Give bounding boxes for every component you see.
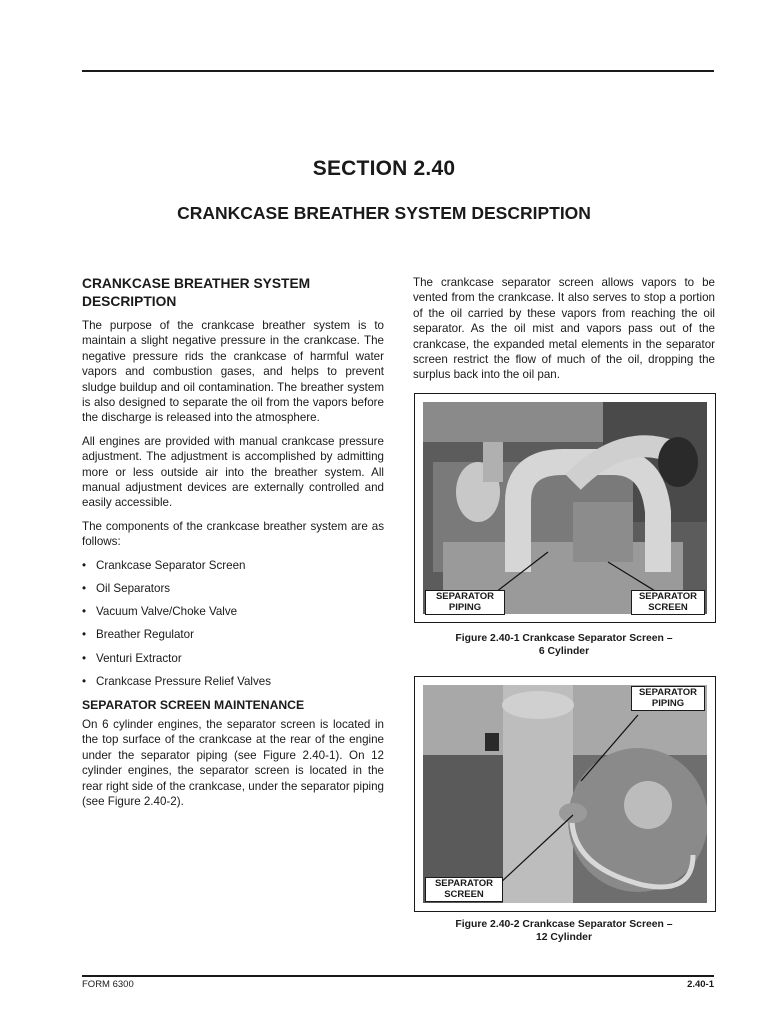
figure-1-caption — [414, 632, 714, 658]
left-heading: CRANKCASE BREATHER SYSTEM DESCRIPTION — [82, 276, 311, 309]
components-list — [82, 558, 384, 689]
maintenance-heading: SEPARATOR SCREEN MAINTENANCE — [82, 697, 305, 712]
figure-1-screen-label: SEPARATOR SCREEN — [631, 590, 705, 615]
figure-2-caption-line-1: Figure 2.40-2 Crankcase Separator Screen – — [455, 919, 673, 930]
list-item: • Breather Regulator — [82, 627, 384, 642]
list-item: • Venturi Extractor — [82, 651, 384, 666]
screen-paragraph: The crankcase separator screen allows vapors to be vented from the crankcase. It also serves to stop a portion of the oil carried by these vapors from reaching the oil separator. As the oil mist and vapors pass out of the crankcase, the expanded metal elements in the separator screen restrict the flow of much of the oil, dropping the surplus back into the oil pan. — [413, 276, 715, 382]
maintenance-paragraph: On 6 cylinder engines, the separator screen is located in the top surface of the crankcase at the rear of the engine under the separator piping (see Figure 2.40-1). On 12 cylinder engines, the separator screen is located in the rear right side of the crankcase, under the separator piping (see Figure 2.40-2). — [82, 717, 384, 808]
section-title: CRANKCASE BREATHER SYSTEM DESCRIPTION — [177, 203, 591, 223]
list-item: • Vacuum Valve/Choke Valve — [82, 604, 384, 619]
figure-2-photo — [423, 685, 707, 903]
list-item: • Crankcase Pressure Relief Valves — [82, 674, 384, 689]
left-column — [82, 275, 384, 817]
figure-2-frame — [414, 676, 716, 912]
figure-2-caption-line-2: 12 Cylinder — [535, 932, 593, 943]
footer-page-number: 2.40-1 — [687, 979, 714, 990]
list-item: • Crankcase Separator Screen — [82, 558, 384, 573]
engine-photo-12cyl — [423, 685, 707, 903]
figure-2-caption — [414, 918, 714, 944]
figure-1-caption-line-2: 6 Cylinder — [538, 646, 590, 657]
figure-1-frame — [414, 393, 716, 623]
purpose-paragraph: The purpose of the crankcase breather system is to maintain a slight negative pressure in the crankcase. The negative pressure rids the crankcase of harmful water vapors and combustion gases, and helps to prevent sludge buildup and oil contamination. The breather system is also designed to separate the oil from the vapors before the discharge is released into the atmosphere. — [82, 319, 384, 425]
engine-photo-6cyl — [423, 402, 707, 614]
figure-1-photo — [423, 402, 707, 614]
right-column — [413, 275, 715, 391]
figure-1-caption-line-1: Figure 2.40-1 Crankcase Separator Screen – — [455, 633, 673, 644]
footer-form: FORM 6300 — [82, 979, 134, 990]
section-number: SECTION 2.40 — [312, 157, 456, 180]
components-intro: The components of the crankcase breather system are as follows: — [82, 519, 384, 549]
adjustment-paragraph: All engines are provided with manual crankcase pressure adjustment. The adjustment is accomplished by admitting more or less outside air into the breather system. All manual adjustment devices are externally controlled and easily accessible. — [82, 434, 384, 510]
bottom-rule — [82, 975, 714, 977]
figure-1-piping-label: SEPARATOR PIPING — [425, 590, 505, 615]
top-rule — [82, 70, 714, 72]
list-item: • Oil Separators — [82, 581, 384, 596]
figure-2-piping-label: SEPARATOR PIPING — [631, 686, 705, 711]
figure-2-screen-label: SEPARATOR SCREEN — [425, 877, 503, 902]
